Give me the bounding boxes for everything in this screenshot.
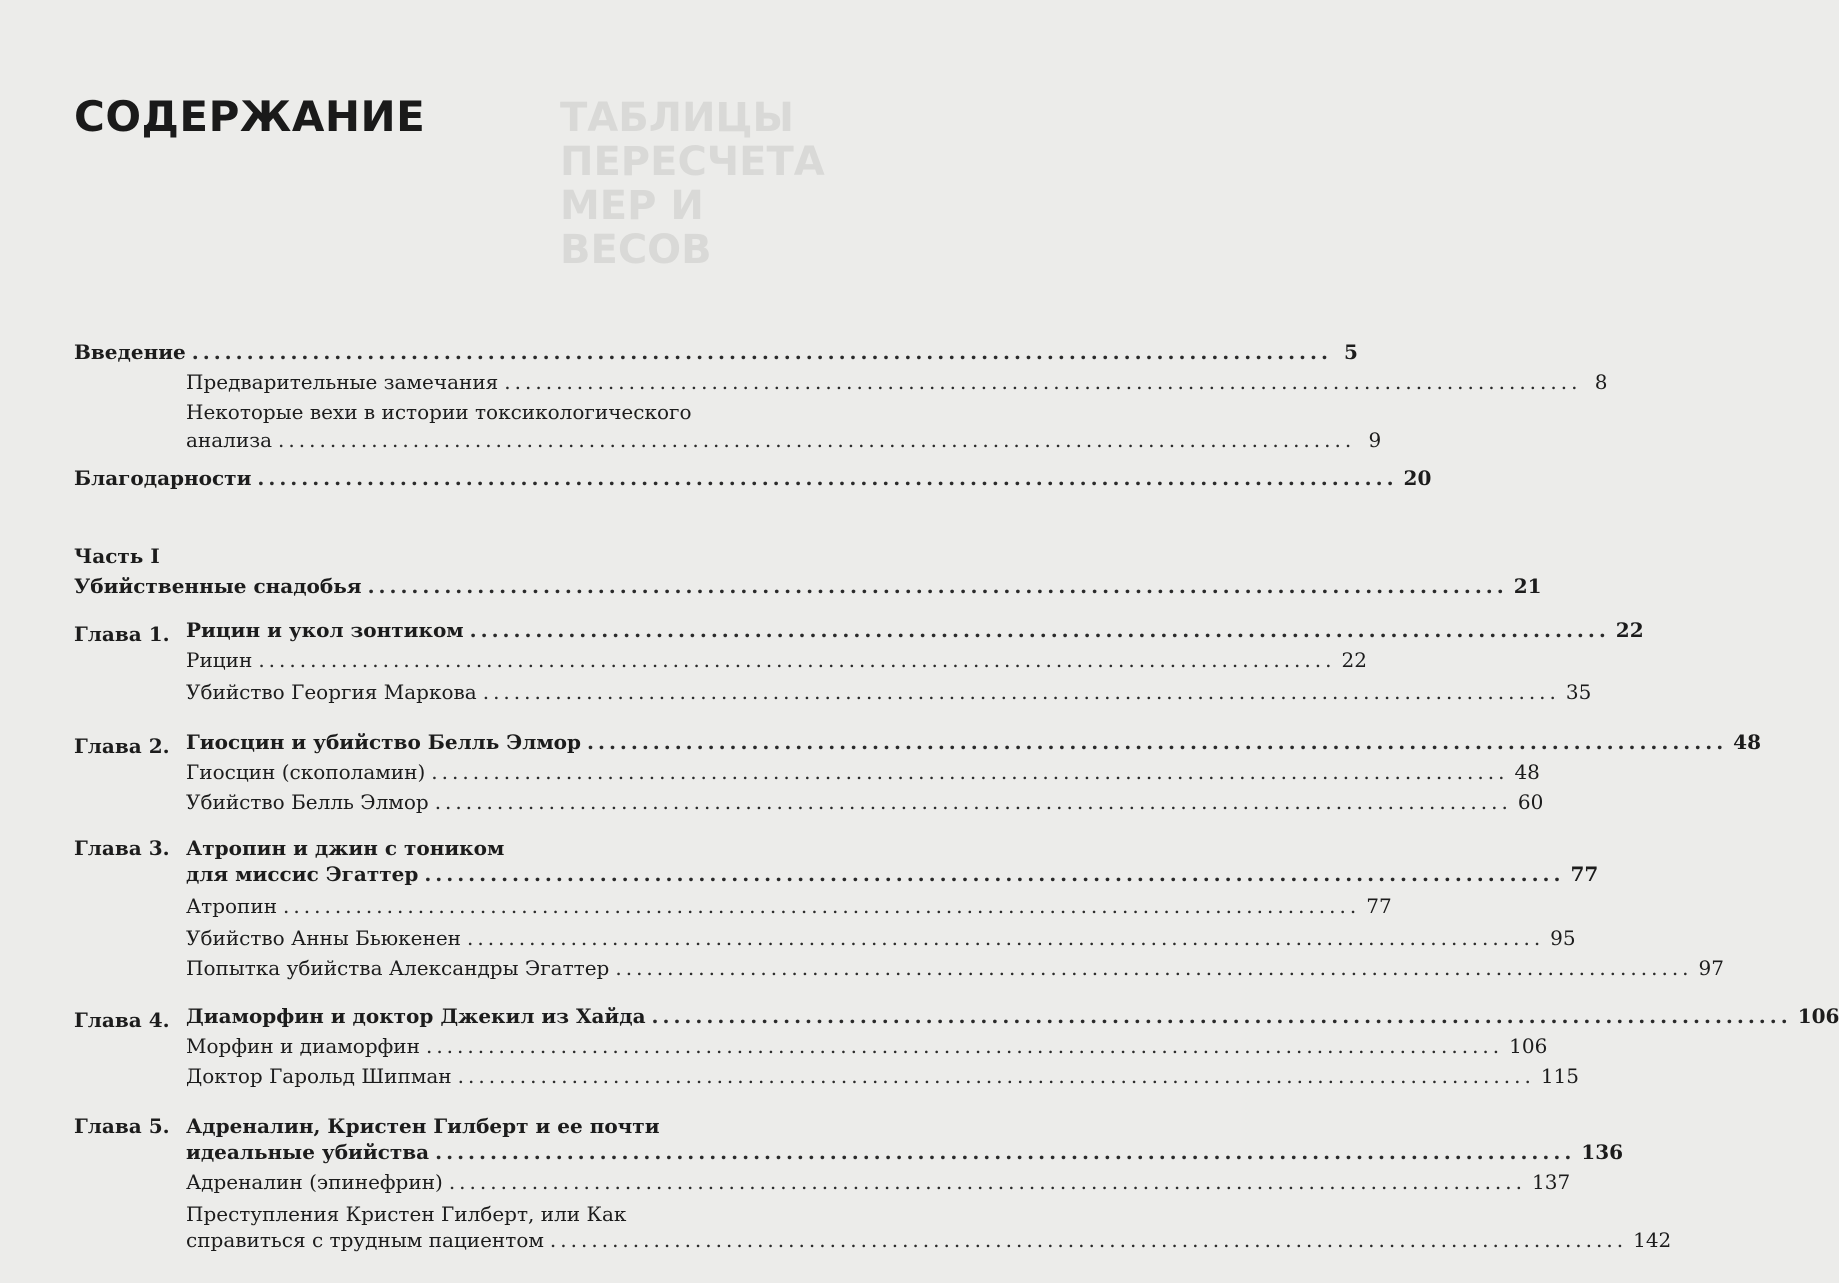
toc-entry[interactable]: Рицин ........................................................................................................ 22 — [186, 648, 1367, 672]
page-title: СОДЕРЖАНИЕ — [74, 92, 426, 141]
toc-entry-intro[interactable]: Введение ........................................................................................................ 5 — [74, 340, 1358, 364]
bleed-through-text: ТАБЛИЦЫ ПЕРЕСЧЕТА МЕР И ВЕСОВ — [560, 95, 825, 273]
toc-entry[interactable]: Морфин и диаморфин ........................................................................................................ 106 — [186, 1034, 1548, 1058]
chapter-number: Глава 2. — [74, 734, 170, 758]
chapter-number: Глава 1. — [74, 622, 170, 646]
toc-entry-chapter[interactable]: для миссис Эгаттер ........................................................................................................ 77 — [186, 862, 1599, 886]
toc-entry-thanks[interactable]: Благодарности ........................................................................................................ 20 — [74, 466, 1432, 490]
toc-entry[interactable]: Предварительные замечания ........................................................................................................ 8 — [186, 370, 1608, 394]
toc-entry[interactable]: Атропин ........................................................................................................ 77 — [186, 894, 1392, 918]
chapter-number: Глава 5. — [74, 1114, 170, 1138]
toc-entry-part[interactable]: Убийственные снадобья ........................................................................................................ 21 — [74, 574, 1542, 598]
toc-entry-line1: Преступления Кристен Гилберт, или Как — [186, 1202, 627, 1226]
toc-entry[interactable]: Доктор Гарольд Шипман ........................................................................................................ 115 — [186, 1064, 1579, 1088]
toc-entry[interactable]: Гиосцин (скополамин) ........................................................................................................ 48 — [186, 760, 1540, 784]
toc-entry[interactable]: Убийство Георгия Маркова ........................................................................................................ 35 — [186, 680, 1592, 704]
toc-entry[interactable]: анализа ........................................................................................................ 9 — [186, 428, 1382, 452]
toc-entry[interactable]: справиться с трудным пациентом ........................................................................................................ 142 — [186, 1228, 1672, 1252]
chapter-title-line1: Атропин и джин с тоником — [186, 836, 505, 860]
toc-entry[interactable]: Убийство Белль Элмор ........................................................................................................ 60 — [186, 790, 1544, 814]
toc-entry[interactable]: Убийство Анны Бьюкенен ........................................................................................................ 95 — [186, 926, 1576, 950]
toc-entry-chapter[interactable]: Диаморфин и доктор Джекил из Хайда ........................................................................................................ 106 — [186, 1004, 1839, 1028]
part-heading: Часть I — [74, 544, 160, 568]
toc-entry[interactable]: Адреналин (эпинефрин) ........................................................................................................ 137 — [186, 1170, 1571, 1194]
chapter-title-line1: Адреналин, Кристен Гилберт и ее почти — [186, 1114, 660, 1138]
chapter-number: Глава 4. — [74, 1008, 170, 1032]
toc-entry-chapter[interactable]: Гиосцин и убийство Белль Элмор ........................................................................................................ 48 — [186, 730, 1761, 754]
toc-entry-chapter[interactable]: идеальные убийства ........................................................................................................ 136 — [186, 1140, 1624, 1164]
chapter-number: Глава 3. — [74, 836, 170, 860]
toc-entry-line1: Некоторые вехи в истории токсикологического — [186, 400, 692, 424]
toc-entry[interactable]: Попытка убийства Александры Эгаттер ........................................................................................................ 97 — [186, 956, 1724, 980]
toc-entry-chapter[interactable]: Рицин и укол зонтиком ........................................................................................................ 22 — [186, 618, 1644, 642]
